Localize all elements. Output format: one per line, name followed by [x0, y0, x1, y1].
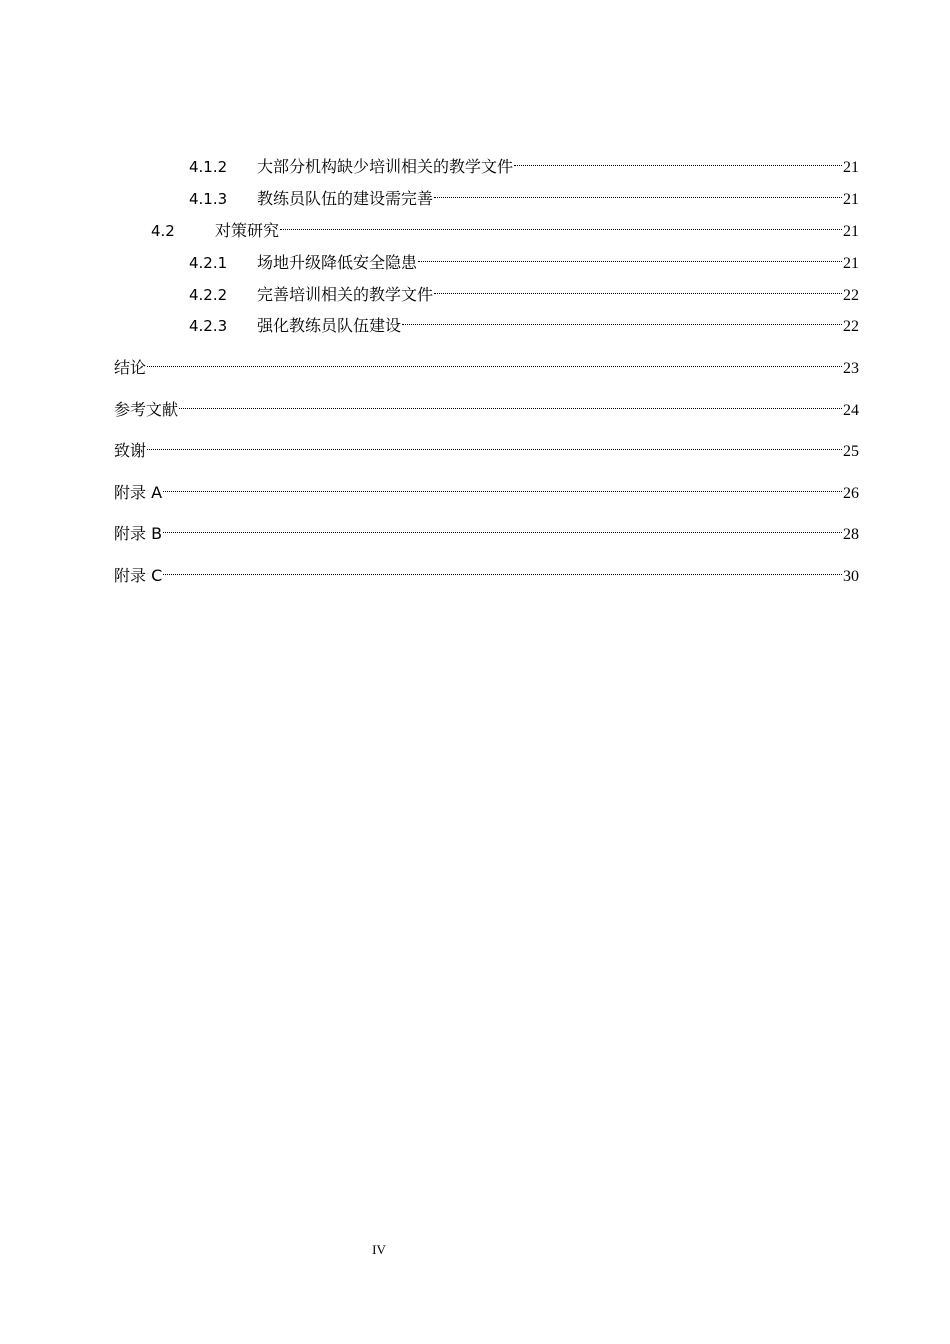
toc-entry-page: 21: [843, 255, 859, 272]
toc-entry-page: 24: [843, 402, 859, 419]
toc-leader-dots: [179, 393, 842, 415]
toc-entry-page: 22: [843, 318, 859, 335]
toc-leader-dots: [434, 182, 842, 204]
toc-entry-page: 26: [843, 485, 859, 502]
toc-entry-title: 结论: [114, 358, 147, 377]
toc-entry-page: 22: [843, 287, 859, 304]
toc-leader-dots: [163, 517, 842, 539]
toc-leader-dots: [147, 434, 842, 456]
toc-entry-appendix-a[interactable]: [114, 476, 859, 505]
toc-leader-dots: [418, 246, 842, 268]
footer-page-number: IV: [372, 1242, 386, 1257]
toc-entry-number: 4.2: [151, 222, 175, 240]
toc-leader-dots: [514, 150, 842, 172]
toc-entry-4-2-1[interactable]: [189, 246, 859, 275]
toc-entry-4-2-3[interactable]: [189, 309, 859, 338]
toc-entry-number: 4.2.3: [189, 317, 228, 335]
toc-entry-acknowledgements[interactable]: [114, 434, 859, 463]
toc-entry-title: 教练员队伍的建设需完善: [257, 189, 434, 208]
toc-entry-4-2-2[interactable]: [189, 278, 859, 307]
toc-entry-number: 4.1.2: [189, 158, 228, 176]
toc-entry-number: 4.1.3: [189, 190, 228, 208]
toc-leader-dots: [434, 278, 842, 300]
toc-entry-page: 30: [843, 568, 859, 585]
toc-leader-dots: [147, 351, 842, 373]
toc-entry-conclusion[interactable]: [114, 351, 859, 380]
toc-leader-dots: [402, 309, 842, 331]
toc-leader-dots: [280, 214, 842, 236]
toc-entry-title: 参考文献: [114, 400, 179, 419]
toc-entry-number: 4.2.1: [189, 254, 228, 272]
toc-entry-title: 完善培训相关的教学文件: [257, 285, 434, 304]
toc-entry-references[interactable]: [114, 393, 859, 422]
toc-entry-page: 23: [843, 360, 859, 377]
toc-entry-page: 21: [843, 191, 859, 208]
toc-leader-dots: [163, 476, 842, 498]
toc-entry-page: 25: [843, 443, 859, 460]
toc-entry-title: 场地升级降低安全隐患: [257, 253, 418, 272]
toc-entry-title: 对策研究: [215, 221, 280, 240]
toc-entry-title: 附录 B: [114, 524, 163, 543]
toc-entry-page: 28: [843, 526, 859, 543]
toc-entry-title: 附录 A: [114, 483, 163, 502]
toc-entry-page: 21: [843, 223, 859, 240]
toc-leader-dots: [163, 559, 842, 581]
toc-entry-title: 大部分机构缺少培训相关的教学文件: [257, 157, 514, 176]
toc-entry-appendix-c[interactable]: [114, 559, 859, 588]
toc-entry-4-1-2[interactable]: [189, 150, 859, 179]
toc-entry-title: 强化教练员队伍建设: [257, 316, 402, 335]
toc-entry-4-2[interactable]: [151, 214, 859, 243]
toc-entry-4-1-3[interactable]: [189, 182, 859, 211]
toc-entry-number: 4.2.2: [189, 286, 228, 304]
toc-entry-page: 21: [843, 159, 859, 176]
toc-entry-title: 附录 C: [114, 566, 163, 585]
toc-entry-appendix-b[interactable]: [114, 517, 859, 546]
toc-entry-title: 致谢: [114, 441, 147, 460]
